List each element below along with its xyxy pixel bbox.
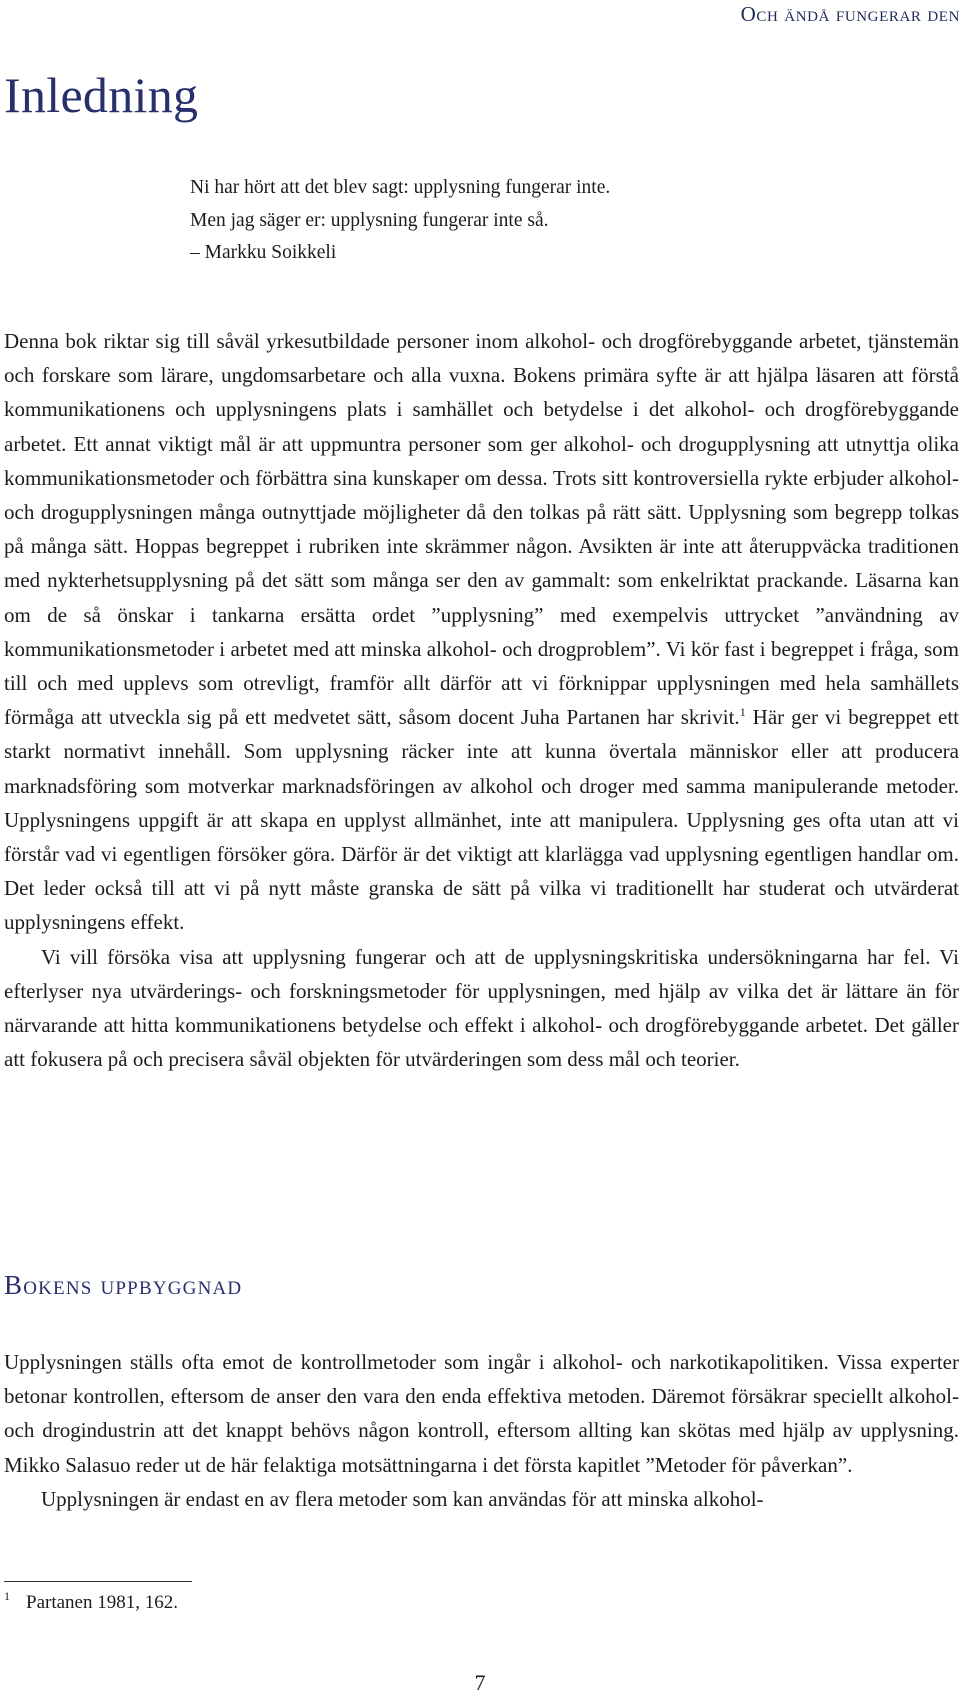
paragraph-text: Denna bok riktar sig till såväl yrkesutbildade personer inom alkohol- och drogförebyggande arbetet, tjänstemän och forskare som lärare, ungdomsarbetare och alla vuxna. Bokens primära syfte är att hjälpa läsaren att förstå kommunikationens och upplysningens plats i samhället och betydelse i det alkohol- och drogförebyggande arbetet. Ett annat viktigt mål är att uppmuntra personer som ger alkohol- och drogupplysning att utnyttja olika kommunikationsmetoder och förbättra sina kunskaper om dessa. Trots sitt kontroversiella rykte erbjuder alkohol- och drogupplysningen många outnyttjade möjligheter då den tolkas på rätt sätt. Upplysning som begrepp tolkas på många sätt. Hoppas begreppet i rubriken inte skrämmer någon. Avsikten är inte att återuppväcka traditionen med nykterhetsupplysning på det sätt som många ser den av gammalt: som enkelriktat prackande. Läsarna kan om de så önskar i tankarna ersätta ordet ”upplysning” med exempelvis uttrycket ”användning av kommunikationsmetoder i arbetet med att minska alkohol- och drogproblem”. Vi kör fast i begreppet i fråga, som till och med upplevs som otrevligt, framför allt därför att vi förknippar upplysningen med hela samhällets förmåga att utveckla sig på ett medvetet sätt, såsom docent Juha Partanen har skrivit. xyxy=(4,329,959,730)
body-paragraph xyxy=(4,324,959,940)
section-heading: Bokens uppbyggnad xyxy=(4,1270,243,1300)
running-header: Och ändå fungerar den xyxy=(740,2,960,26)
epigraph xyxy=(190,172,610,270)
body-paragraph: Upplysningen ställs ofta emot de kontrollmetoder som ingår i alkohol- och narkotikapolitiken. Vissa experter betonar kontrollen, eftersom de anser den vara den enda effektiva metoden. Däremot försäkrar speciellt alkohol- och drogindustrin att det knappt behövs någon kontroll, eftersom allting kan skötas med hjälp av upplysning. Mikko Salasuo reder ut de här felaktiga motsättningarna i det första kapitlet ”Metoder för påverkan”. xyxy=(4,1350,959,1477)
section-body-text xyxy=(4,1345,959,1516)
chapter-title: Inledning xyxy=(4,67,199,123)
footnote-number: 1 xyxy=(4,1589,10,1603)
body-paragraph: Upplysningen är endast en av flera metoder som kan användas för att minska alkohol- xyxy=(41,1486,764,1511)
epigraph-line: Men jag säger er: upplysning fungerar inte så. xyxy=(190,209,549,231)
main-body-text xyxy=(4,324,959,1076)
body-paragraph: Vi vill försöka visa att upplysning fungerar och att de upplysningskritiska undersökningarna har fel. Vi efterlyser nya utvärderings- och forskningsmetoder för upplysningen, med hjälp av vilka det är lättare än för närvarande att hitta kommunikationens betydelse och effekt i alkohol- och drogförebyggande arbetet. Det gäller att fokusera på och precisera såväl objekten för utvärderingen som dess mål och teorier. xyxy=(4,944,959,1072)
epigraph-line: Ni har hört att det blev sagt: upplysning fungerar inte. xyxy=(190,177,611,198)
footnote xyxy=(4,1589,178,1614)
footnote-divider xyxy=(4,1581,192,1582)
paragraph-text: Här ger vi begreppet ett starkt normativt innehåll. Som upplysning räcker inte att kunna övertala människor eller att producera marknadsföring som motverkar marknadsföringen av alkohol och droger med samma manipulerande metoder. Upplysningens uppgift är att skapa en upplyst allmänhet, inte att manipulera. Upplysning ges ofta utan att vi förstår vad vi egentligen försöker göra. Därför är det viktigt att klarlägga vad upplysning egentligen handlar om. Det leder också till att vi på nytt måste granska de sätt på vilka vi traditionellt har studerat och utvärderat upplysningens effekt. xyxy=(4,705,959,935)
epigraph-attribution: – Markku Soikkeli xyxy=(190,242,337,263)
footnote-reference[interactable]: 1 xyxy=(739,705,746,720)
footnote-text: Partanen 1981, 162. xyxy=(26,1592,178,1613)
page-number: 7 xyxy=(474,1670,486,1695)
